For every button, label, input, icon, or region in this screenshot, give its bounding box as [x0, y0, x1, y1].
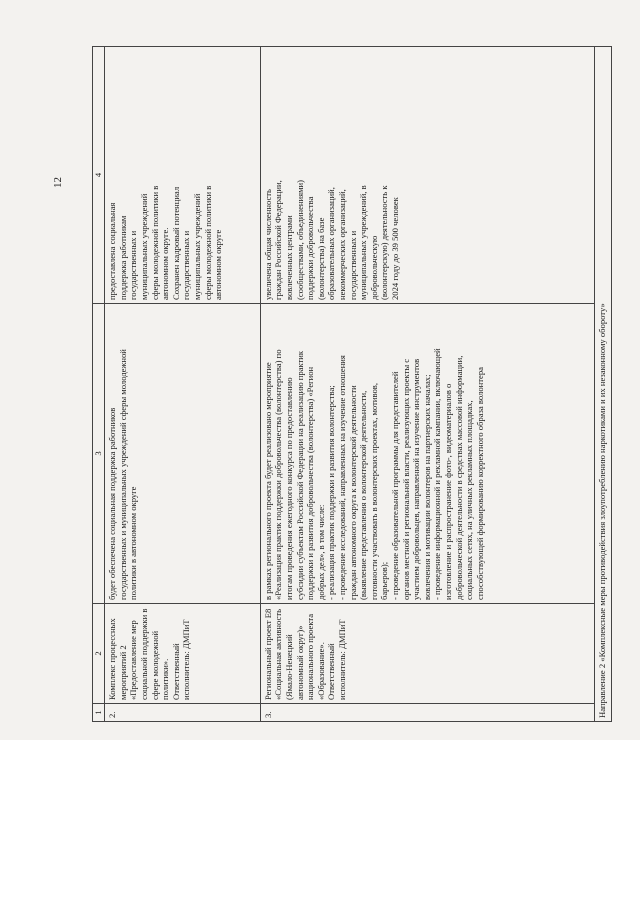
cell-line: политики». — [160, 658, 171, 700]
cell-line: образовательных организаций, — [326, 187, 337, 300]
cell-line: (выявление представления о волонтерской деятельности, — [358, 390, 369, 600]
cell-line: (сообществами, объединениями) — [294, 180, 305, 300]
cell-line: предоставлена социальная — [107, 202, 118, 300]
cell-line: «Образование». — [315, 642, 326, 700]
cell-line: политики в автономном округе — [128, 486, 139, 600]
cell-line: поддержки добровольчества — [305, 196, 316, 300]
cell-line: субсидии субъектам Российской Федерации на реализацию практик — [294, 350, 305, 600]
cell-line: граждан автономного округа к волонтерской деятельности — [347, 385, 358, 600]
measure-name-cell — [105, 604, 261, 704]
measures-table — [92, 46, 612, 722]
row-number: 2. — [105, 704, 261, 722]
cell-line: муниципальных учреждений, в — [358, 185, 369, 300]
table-row — [260, 47, 594, 722]
cell-line: Ответственный — [170, 643, 181, 700]
table-header-row — [93, 47, 105, 722]
cell-line: исполнитель: ДМПиТ — [181, 619, 192, 700]
header-cell: 4 — [93, 47, 105, 304]
cell-line: Региональный проект Е8 — [262, 608, 273, 700]
direction-heading: Направление 2 «Комплексные меры противодействия злоупотреблению наркотиками и их незаконному обороту» — [594, 47, 611, 722]
measure-description-cell — [105, 304, 261, 604]
cell-line: сфере молодежной — [149, 630, 160, 700]
cell-line: готовности участвовать в волонтерских проектах, мотивов, — [368, 383, 379, 600]
cell-line: государственных и — [181, 230, 192, 300]
cell-line: добрых дел», в том числе: — [315, 504, 326, 600]
cell-line: барьеров); — [379, 561, 390, 600]
measures-table-rotated — [92, 47, 612, 722]
cell-line: - реализация практик поддержки и развития волонтерства; — [326, 385, 337, 600]
cell-line: сферы молодежной политики в — [202, 185, 213, 300]
header-cell: 1 — [93, 704, 105, 722]
cell-line: некоммерческих организаций, — [337, 189, 348, 300]
header-cell: 3 — [93, 304, 105, 604]
cell-line: государственных и — [347, 230, 358, 300]
cell-line: национального проекта — [305, 613, 316, 700]
cell-line: социальных сетях, на уличных рекламных площадках, — [464, 400, 475, 600]
page-margin — [0, 740, 640, 905]
cell-line: (волонтерскую) деятельность к — [379, 185, 390, 300]
cell-line: муниципальных учреждений — [138, 193, 149, 300]
cell-line: - проведение информационной и рекламной кампании, включающей — [432, 348, 443, 600]
direction-row — [594, 47, 611, 722]
header-cell: 2 — [93, 604, 105, 704]
cell-line: Ответственный — [326, 643, 337, 700]
cell-line: государственных и — [128, 230, 139, 300]
cell-line: муниципальных учреждений — [191, 193, 202, 300]
cell-line: мероприятий 2 — [117, 645, 128, 700]
cell-line: сферы молодежной политики в — [149, 185, 160, 300]
cell-line: - проведение образовательной программы для представителей — [390, 371, 401, 600]
cell-line: добровольческой деятельности в средствах массовой информации, — [453, 355, 464, 600]
measure-description-cell — [260, 304, 594, 604]
cell-line: в рамках регионального проекта будет реализовано мероприятие — [262, 362, 273, 600]
cell-line: изготовление и распространение фото-, видеоматериалов о — [442, 383, 453, 600]
cell-line: участием добровольцев, направленной на изучение инструментов — [411, 358, 422, 600]
cell-line: добровольческую — [368, 235, 379, 300]
cell-line: вовлеченных центрами — [284, 215, 295, 300]
cell-line: автономный округ)» — [294, 625, 305, 700]
cell-line: способствующей формированию корректного образа волонтера — [474, 367, 485, 600]
cell-line: будет обеспечена социальная поддержка работников — [107, 407, 118, 600]
cell-line: - проведение исследований, направленных на изучение отношения — [337, 355, 348, 600]
measure-result-cell — [260, 47, 594, 304]
measure-result-cell — [105, 47, 261, 304]
cell-line: увеличена общая численность — [262, 189, 273, 300]
cell-line: государственных и муниципальных учреждений сферы молодежной — [117, 349, 128, 600]
cell-line: исполнитель: ДМПиТ — [337, 619, 348, 700]
cell-line: «Предоставление мер — [128, 620, 139, 700]
measure-name-cell — [260, 604, 594, 704]
cell-line: граждан Российской Федерации, — [273, 180, 284, 300]
cell-line: Комплекс процессных — [107, 618, 118, 700]
cell-line: вовлечения и мотивации волонтеров на партнерских началах; — [421, 374, 432, 600]
cell-line: 2024 году до 39 500 человек — [390, 197, 401, 300]
page-number: 12 — [52, 177, 64, 188]
cell-line: социальной поддержки в — [138, 608, 149, 700]
row-number: 3. — [260, 704, 594, 722]
cell-line: «Социальная активность — [273, 608, 284, 700]
cell-line: органов местной и региональной власти, реализующих проекты с — [400, 358, 411, 600]
cell-line: поддержки и развития добровольчества (волонтерства) «Регион — [305, 366, 316, 600]
cell-line: Сохранен кадровый потенциал — [170, 186, 181, 300]
cell-line: автономном округе — [213, 229, 224, 300]
cell-line: поддержка работникам — [117, 215, 128, 300]
cell-line: (волонтерства) на базе — [315, 217, 326, 300]
cell-line: «Реализация практик поддержки добровольчества (волонтерства) по — [273, 349, 284, 600]
table-row — [105, 47, 261, 722]
cell-line: итогам проведения ежегодного конкурса по предоставлению — [284, 377, 295, 600]
cell-line: автономном округе. — [160, 227, 171, 300]
cell-line: (Ямало-Ненецкий — [284, 634, 295, 700]
